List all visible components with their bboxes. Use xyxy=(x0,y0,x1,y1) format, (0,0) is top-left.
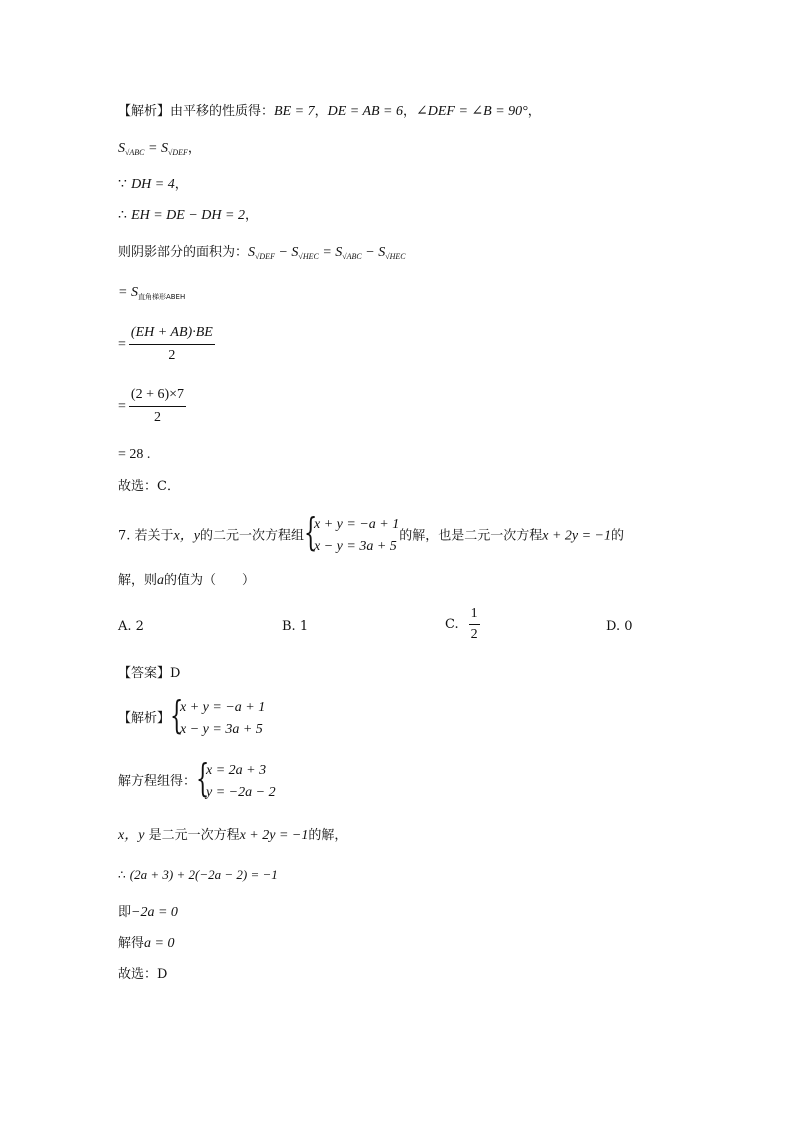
q7-solution-line: 解得a = 0 xyxy=(118,936,175,951)
sol6-line-choice: 故选：C． xyxy=(118,479,180,494)
sol6-line-fraction1: = $\frac{(EH + AB)\cdot BE}{2}$ xyxy=(118,325,213,363)
q7-answer: 【答案】D xyxy=(118,666,181,681)
left-brace-icon: { xyxy=(304,510,318,554)
sol6-line-trapezoid: = $S_{直角梯形ABEH}$ xyxy=(118,285,186,301)
q7-equation-line: ∴ (2a + 3) + 2(−2a − 2) = −1 xyxy=(118,867,278,882)
q7-solved-system: 解方程组得： { x = 2a + 3 y = −2a − 2 xyxy=(118,760,276,804)
fraction: $\frac{1}{2}$ xyxy=(470,606,478,642)
sol6-line-fraction2: = $\frac{(2 + 6)\times 7}{2}$ xyxy=(118,387,185,425)
option-a: A. 2 xyxy=(118,619,144,634)
equation-system: { x = 2a + 3 y = −2a − 2 xyxy=(196,756,276,800)
option-d: D. 0 xyxy=(606,619,633,634)
option-b: B. 1 xyxy=(282,619,309,634)
left-brace-icon: { xyxy=(196,756,210,800)
q7-stem-line2: 解，则a的值为（ ） xyxy=(118,573,256,588)
equation-system: { x + y = −a + 1 x − y = 3a + 5 xyxy=(170,693,266,737)
sol6-line-dh: ∵ DH = 4， xyxy=(118,177,188,192)
sol6-line-eh: ∴ EH = DE − DH = 2， xyxy=(118,208,258,223)
sol6-line-shaded-area: 则阴影部分的面积为：$S_{√DEF} - S_{√HEC} = S_{√ABC} - S_{√HEC}$ xyxy=(118,245,406,261)
q7-choice-line: 故选：D xyxy=(118,967,168,982)
q7-substitute-line: x，y 是二元一次方程x + 2y = −1的解， xyxy=(118,828,348,843)
equation-system: { x + y = −a + 1 x − y = 3a + 5 xyxy=(304,510,400,554)
sol6-line-translation: 【解析】由平移的性质得：BE = 7，DE = AB = 6，∠DEF = ∠B = 90°， xyxy=(118,104,541,119)
sol6-line-result: = 28 . xyxy=(118,447,151,462)
left-brace-icon: { xyxy=(170,693,184,737)
q7-simplify-line: 即−2a = 0 xyxy=(118,905,178,920)
q7-stem-line1: 7. 若关于x，y的二元一次方程组 { x + y = −a + 1 x − y = 3a + 5 的解，也是二元一次方程x + 2y = −1的 xyxy=(118,514,624,558)
q7-analysis-system: 【解析】 { x + y = −a + 1 x − y = 3a + 5 xyxy=(118,697,265,741)
option-c: C. $\frac{1}{2}$ xyxy=(445,606,478,642)
fraction: $\frac{(2 + 6)\times 7}{2}$ xyxy=(130,387,185,425)
fraction: $\frac{(EH + AB)\cdot BE}{2}$ xyxy=(130,325,213,363)
sol6-line-area-equal: $S_{√ABC} = S_{√DEF}$， xyxy=(118,141,201,157)
